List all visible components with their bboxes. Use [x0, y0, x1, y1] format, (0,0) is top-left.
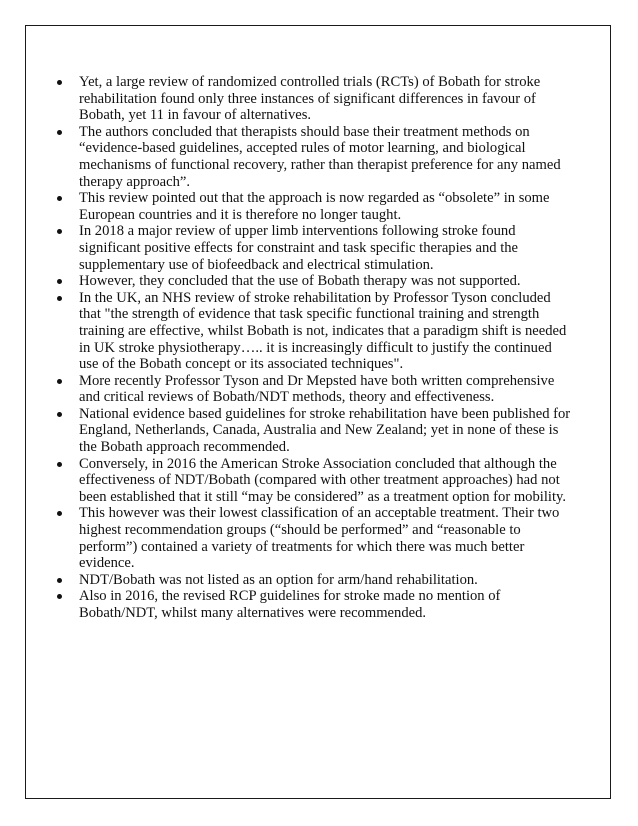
bullet-item — [52, 406, 572, 456]
bullet-text: In the UK, an NHS review of stroke rehabilitation by Professor Tyson concluded that "the strength of evidence that task specific functional training and strength training are effective, whilst Bobath is not, indicates that a paradigm shift is needed in UK stroke physiotherapy….. it is increasingly difficult to justify the continued use of the Bobath concept or its associated techniques". — [79, 289, 567, 373]
bullet-dot-icon — [57, 80, 62, 85]
bullet-dot-icon — [57, 578, 62, 583]
bullet-text: NDT/Bobath was not listed as an option for arm/hand rehabilitation. — [79, 571, 478, 588]
bullet-text: In 2018 a major review of upper limb interventions following stroke found significant positive effects for constraint and task specific therapies and the supplementary use of biofeedback and electrical stimulation. — [79, 223, 519, 273]
bullet-item — [52, 190, 572, 223]
bullet-item — [52, 588, 572, 621]
bullet-item — [52, 373, 572, 406]
bullet-dot-icon — [57, 379, 62, 384]
bullet-text: This review pointed out that the approach is now regarded as “obsolete” in some European countries and it is therefore no longer taught. — [79, 190, 550, 223]
bullet-text: Also in 2016, the revised RCP guidelines for stroke made no mention of Bobath/NDT, whilst many alternatives were recommended. — [79, 588, 501, 621]
bullet-text: Conversely, in 2016 the American Stroke Association concluded that although the effectiveness of NDT/Bobath (compared with other treatment approaches) had not been established that it still “may be considered” as a treatment option for mobility. — [79, 455, 566, 505]
bullet-item — [52, 505, 572, 571]
bullet-dot-icon — [57, 279, 62, 284]
bullet-dot-icon — [57, 196, 62, 201]
bullet-dot-icon — [57, 296, 62, 301]
bullet-text: More recently Professor Tyson and Dr Mepsted have both written comprehensive and critical reviews of Bobath/NDT methods, theory and effectiveness. — [79, 372, 555, 406]
bullet-dot-icon — [57, 412, 62, 417]
bullet-dot-icon — [57, 229, 62, 234]
bullet-dot-icon — [57, 130, 62, 135]
bullet-item — [52, 124, 572, 190]
bullet-dot-icon — [57, 462, 62, 467]
bullet-item — [52, 223, 572, 273]
bullet-item — [52, 273, 572, 290]
bullet-text: Yet, a large review of randomized controlled trials (RCTs) of Bobath for stroke rehabilitation found only three instances of significant differences in favour of Bobath, yet 11 in favour of alternatives. — [79, 74, 541, 124]
bullet-text: This however was their lowest classification of an acceptable treatment. Their two highest recommendation groups (“should be performed” and “reasonable to perform”) contained a variety of treatments for which there was much better evidence. — [79, 505, 560, 572]
bullet-text: However, they concluded that the use of Bobath therapy was not supported. — [79, 273, 521, 290]
bullet-item — [52, 572, 572, 589]
bullet-dot-icon — [57, 594, 62, 599]
bullet-dot-icon — [57, 511, 62, 516]
bullet-text: National evidence based guidelines for stroke rehabilitation have been published for England, Netherlands, Canada, Australia and New Zealand; yet in none of these is the Bobath approach recommended. — [79, 405, 571, 456]
bullet-list — [52, 74, 572, 622]
bullet-item — [52, 74, 572, 124]
bullet-text: The authors concluded that therapists should base their treatment methods on “evidence-based guidelines, accepted rules of motor learning, and biological mechanisms of functional recovery, rather than therapist preference for any named therapy approach”. — [79, 123, 561, 190]
bullet-item — [52, 456, 572, 506]
bullet-item — [52, 290, 572, 373]
